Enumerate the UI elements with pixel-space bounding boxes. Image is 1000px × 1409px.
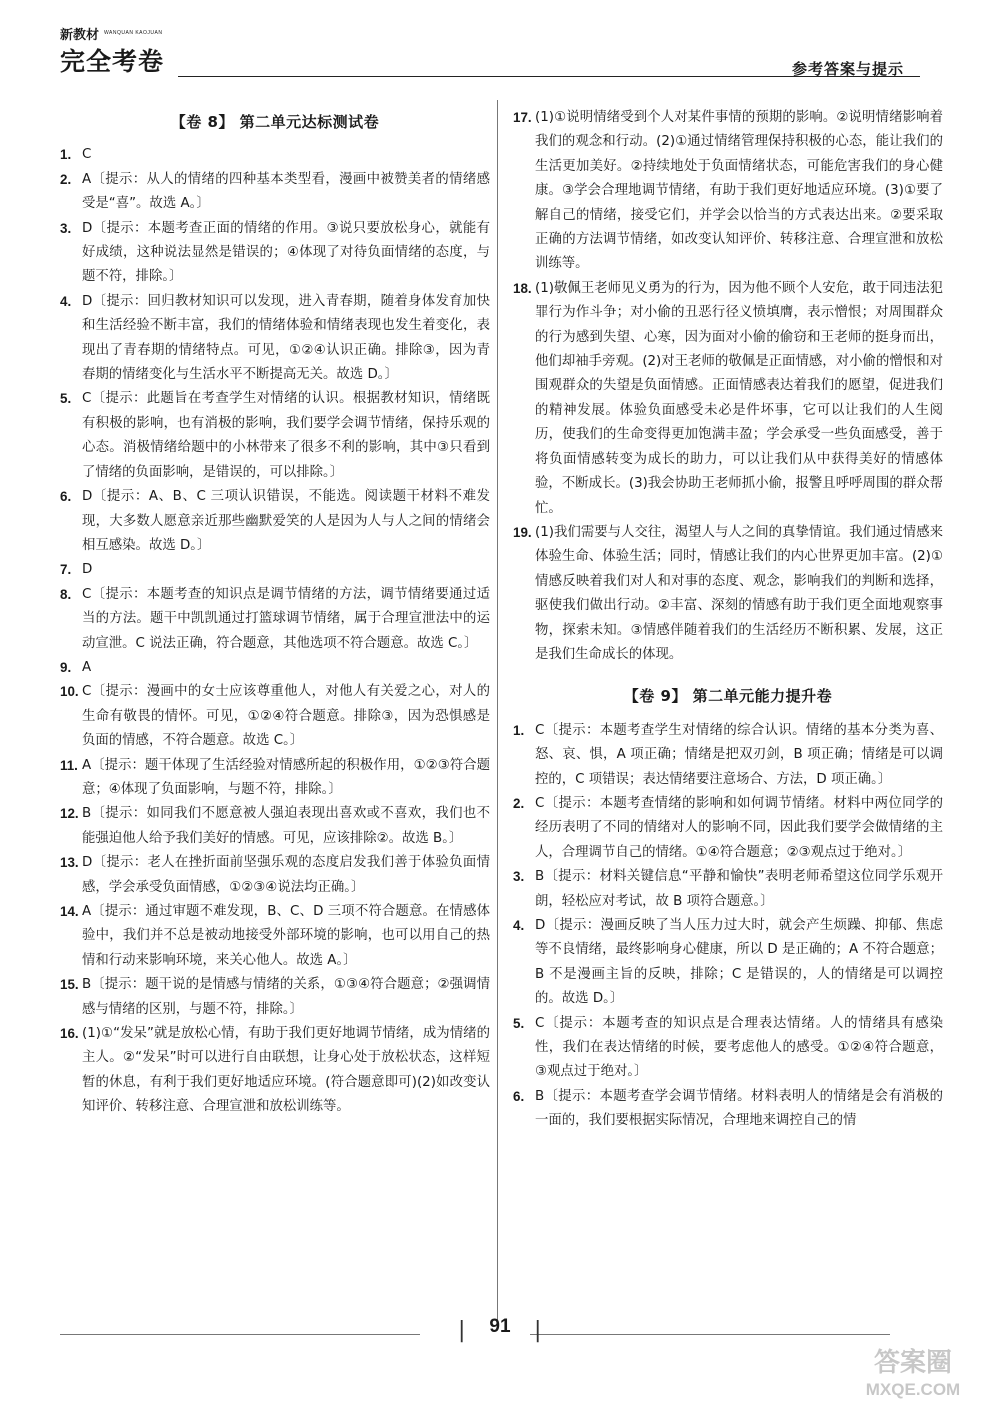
answer-number: 7. bbox=[60, 562, 72, 578]
answer-number: 16. bbox=[60, 1026, 79, 1042]
answer-text: D bbox=[82, 562, 93, 578]
answer-text: C〔提示：本题考查的知识点是调节情绪的方法，调节情绪要通过适当的方法。题干中凯凯通过打篮球调节情绪，属于合理宣泄法中的运动宣泄。C 说法正确，符合题意，其他选项不符合题意。故选 C。〕 bbox=[82, 586, 490, 651]
answer-text: D〔提示：漫画反映了当人压力过大时，就会产生烦躁、抑郁、焦虑等不良情绪，最终影响身心健康，所以 D 是正确的；A 不符合题意；B 不是漫画主旨的反映，排除；C 是错误的，人的情绪是可以调控的。故选 D。〕 bbox=[535, 918, 943, 1007]
footer-rule-right bbox=[530, 1334, 890, 1335]
answer-item bbox=[60, 558, 490, 582]
brand-small-text: 新教材 bbox=[60, 28, 100, 43]
footer-pipe-left: | bbox=[458, 1318, 466, 1343]
answer-item bbox=[60, 656, 490, 680]
answer-text: C〔提示：此题旨在考查学生对情绪的认识。根据教材知识，情绪既有积极的影响，也有消极的影响，我们要学会调节情绪，保持乐观的心态。消极情绪给题中的小林带来了很多不利的影响，其中③只看到了情绪的负面影响，是错误的，可以排除。〕 bbox=[82, 391, 490, 480]
answer-text: A〔提示：通过审题不难发现，B、C、D 三项不符合题意。在情感体验中，我们并不总是被动地接受外部环境的影响，也可以用自己的热情和行动来影响环境，来关心他人。故选 A。〕 bbox=[82, 904, 490, 968]
answer-item bbox=[513, 865, 943, 914]
watermark-top-text: 答案圈 bbox=[873, 1348, 953, 1378]
answer-item bbox=[60, 754, 490, 803]
answer-text: D〔提示：回归教材知识可以发现，进入青春期，随着身体发育加快和生活经验不断丰富，我们的情绪体验和情绪表现也发生着变化，表现出了青春期的情绪特点。可见，①②④认识正确。排除③，因为青春期的情绪变化与生活水平不断提高无关。故选 D。〕 bbox=[82, 293, 490, 383]
answer-text: D〔提示：老人在挫折面前坚强乐观的态度启发我们善于体验负面情感，学会承受负面情感，①②③④说法均正确。〕 bbox=[82, 855, 490, 895]
answer-item bbox=[60, 973, 490, 1022]
right-answer-list-a bbox=[513, 106, 943, 667]
answer-number: 14. bbox=[60, 904, 79, 919]
answer-number: 9. bbox=[60, 659, 72, 675]
section-title-8: 【卷 8】 第二单元达标测试卷 bbox=[170, 113, 380, 131]
answer-number: 3. bbox=[513, 869, 525, 885]
answer-text: D〔提示：A、B、C 三项认识错误，不能选。阅读题干材料不难发现，大多数人愿意亲近那些幽默爱笑的人是因为人与人之间的情绪会相互感染。故选 D。〕 bbox=[82, 489, 490, 553]
answer-number: 6. bbox=[513, 1088, 525, 1104]
right-answer-list-b bbox=[513, 719, 943, 1134]
answer-item bbox=[60, 387, 490, 485]
answer-item bbox=[60, 680, 490, 753]
answer-text: (1)敬佩王老师见义勇为的行为，因为他不顾个人安危，敢于同违法犯罪行为作斗争；对小偷的丑恶行径义愤填膺，表示憎恨；对周围群众的行为感到失望、心寒，因为面对小偷的偷窃和王老师的挺身而出，他们却袖手旁观。(2)对王老师的敬佩是正面情感，对小偷的憎恨和对围观群众的失望是负面情感。正面情感表达着我们的愿望，促进我们的精神发展。体验负面感受未必是件坏事，它可以让我们的人生阅历，使我们的生命变得更加饱满丰盈；学会承受一些负面感受，善于将负面情感转变为成长的助力，可以让我们从中获得美好的情感体验，不断成长。(3)我会协助王老师抓小偷，报警且呼呼周围的群众帮忙。 bbox=[535, 280, 943, 516]
brand-pinyin: WANQUAN KAOJUAN bbox=[104, 30, 163, 36]
answer-item bbox=[60, 290, 490, 388]
answer-number: 4. bbox=[60, 293, 72, 309]
left-answer-list bbox=[60, 143, 490, 1119]
answer-item bbox=[513, 277, 943, 521]
brand-title: 完全考卷 bbox=[60, 47, 165, 76]
answer-text: C〔提示：漫画中的女士应该尊重他人，对他人有关爱之心，对人的生命有敬畏的情怀。可见，①②④符合题意。排除③，因为恐惧感是负面的情感，不符合题意。故选 C。〕 bbox=[82, 684, 490, 749]
answer-item bbox=[60, 851, 490, 900]
answer-number: 2. bbox=[513, 795, 525, 811]
answer-number: 11. bbox=[60, 757, 78, 773]
section-title-9: 【卷 9】 第二单元能力提升卷 bbox=[623, 687, 833, 706]
answer-text: B〔提示：如同我们不愿意被人强迫表现出喜欢或不喜欢，我们也不能强迫他人给予我们美好的情感。可见，应该排除②。故选 B。〕 bbox=[82, 806, 490, 846]
watermark-bottom-text: MXQE.COM bbox=[865, 1380, 961, 1399]
answer-item bbox=[513, 914, 943, 1012]
answer-item bbox=[513, 106, 943, 277]
answer-text: B〔提示：本题考查学会调节情绪。材料表明人的情绪是会有消极的一面的，我们要根据实际情况，合理地来调控自己的情 bbox=[535, 1088, 943, 1129]
answer-number: 5. bbox=[60, 391, 72, 407]
answer-text: A〔提示：题干体现了生活经验对情感所起的积极作用，①②③符合题意；④体现了负面影响，与题不符，排除。〕 bbox=[82, 757, 490, 797]
answer-number: 5. bbox=[513, 1015, 525, 1031]
answer-text: (1)①“发呆”就是放松心情，有助于我们更好地调节情绪，成为情绪的主人。②“发呆”时可以进行自由联想，让身心处于放松状态，这样短暂的休息，有利于我们更好地适应环境。(符合题意即可)(2)如改变认知评价、转移注意、合理宣泄和放松训练等。 bbox=[82, 1026, 490, 1115]
answer-number: 1. bbox=[60, 147, 72, 163]
brand-logo bbox=[60, 24, 190, 78]
answer-text: C〔提示：本题考查学生对情绪的综合认识。情绪的基本分类为喜、怒、哀、惧，A 项正确；情绪是把双刃剑，B 项正确；情绪是可以调控的，C 项错误；表达情绪要注意场合、方法，D 项正确。〕 bbox=[535, 722, 943, 787]
answer-item bbox=[60, 143, 490, 167]
left-column bbox=[60, 106, 490, 1120]
answer-number: 3. bbox=[60, 220, 72, 236]
watermark-logo bbox=[848, 1341, 978, 1401]
column-divider bbox=[497, 100, 498, 1330]
answer-item bbox=[60, 900, 490, 973]
answer-text: (1)我们需要与人交往，渴望人与人之间的真挚情谊。我们通过情感来体验生命、体验生活；同时，情感让我们的内心世界更加丰富。(2)①情感反映着我们对人和对事的态度、观念，影响我们的判断和选择，驱使我们做出行动。②丰富、深刻的情感有助于我们更全面地观察事物，探索未知。③情感伴随着我们的生活经历不断积累、发展，这正是我们生命成长的体现。 bbox=[535, 524, 943, 662]
answer-item bbox=[60, 1022, 490, 1120]
page-number: 91 bbox=[489, 1316, 511, 1337]
answer-number: 13. bbox=[60, 855, 79, 871]
answer-item bbox=[513, 719, 943, 792]
answer-text: (1)①说明情绪受到个人对某件事情的预期的影响。②说明情绪影响着我们的观念和行动。(2)①通过情绪管理保持积极的心态，能让我们的生活更加美好。②持续地处于负面情绪状态，可能危害我们的身心健康。③学会合理地调节情绪，有助于我们更好地适应环境。(3)①要了解自己的情绪，接受它们，并学会以恰当的方式表达出来。②要采取正确的方法调节情绪，如改变认知评价、转移注意、合理宣泄和放松训练等。 bbox=[535, 110, 943, 272]
answer-number: 1. bbox=[513, 722, 525, 738]
answer-item bbox=[60, 217, 490, 290]
answer-number: 2. bbox=[60, 171, 72, 187]
answer-text: C bbox=[82, 147, 92, 163]
answer-item bbox=[60, 168, 490, 217]
answer-number: 17. bbox=[513, 110, 532, 125]
answer-number: 12. bbox=[60, 806, 79, 822]
answer-number: 18. bbox=[513, 280, 532, 296]
answer-text: B〔提示：题干说的是情感与情绪的关系，①③④符合题意；②强调情感与情绪的区别，与题不符，排除。〕 bbox=[82, 977, 490, 1017]
answer-item bbox=[513, 792, 943, 865]
answer-item bbox=[60, 583, 490, 656]
answer-number: 4. bbox=[513, 918, 525, 933]
answer-number: 8. bbox=[60, 586, 72, 602]
answer-text: C〔提示：本题考查的知识点是合理表达情绪。人的情绪具有感染性，我们在表达情绪的时候，要考虑他人的感受。①②④符合题意，③观点过于绝对。〕 bbox=[535, 1015, 943, 1080]
answer-number: 19. bbox=[513, 524, 532, 540]
answer-text: A〔提示：从人的情绪的四种基本类型看，漫画中被赞美者的情绪感受是“喜”。故选 A。〕 bbox=[82, 171, 490, 212]
answer-text: A bbox=[82, 659, 92, 675]
right-column bbox=[513, 106, 943, 1134]
footer-pipe-right: | bbox=[534, 1318, 542, 1343]
answer-text: D〔提示：本题考查正面的情绪的作用。③说只要放松身心，就能有好成绩，这种说法显然是错误的；④体现了对待负面情绪的态度，与题不符，排除。〕 bbox=[82, 220, 490, 285]
answer-item bbox=[60, 485, 490, 558]
answer-text: C〔提示：本题考查情绪的影响和如何调节情绪。材料中两位同学的经历表明了不同的情绪对人的影响不同，因此我们要学会做情绪的主人，合理调节自己的情绪。①④符合题意；②③观点过于绝对。〕 bbox=[535, 795, 943, 860]
footer-rule-left bbox=[60, 1334, 420, 1335]
answer-number: 6. bbox=[60, 489, 72, 505]
answer-item bbox=[60, 802, 490, 851]
answer-text: B〔提示：材料关键信息“平静和愉快”表明老师希望这位同学乐观开朗，轻松应对考试，故 B 项符合题意。〕 bbox=[535, 869, 943, 909]
answer-item bbox=[513, 521, 943, 667]
answer-number: 10. bbox=[60, 684, 79, 700]
answer-item bbox=[513, 1085, 943, 1134]
header-right-title: 参考答案与提示 bbox=[791, 60, 904, 78]
answer-number: 15. bbox=[60, 977, 79, 993]
answer-item bbox=[513, 1012, 943, 1085]
